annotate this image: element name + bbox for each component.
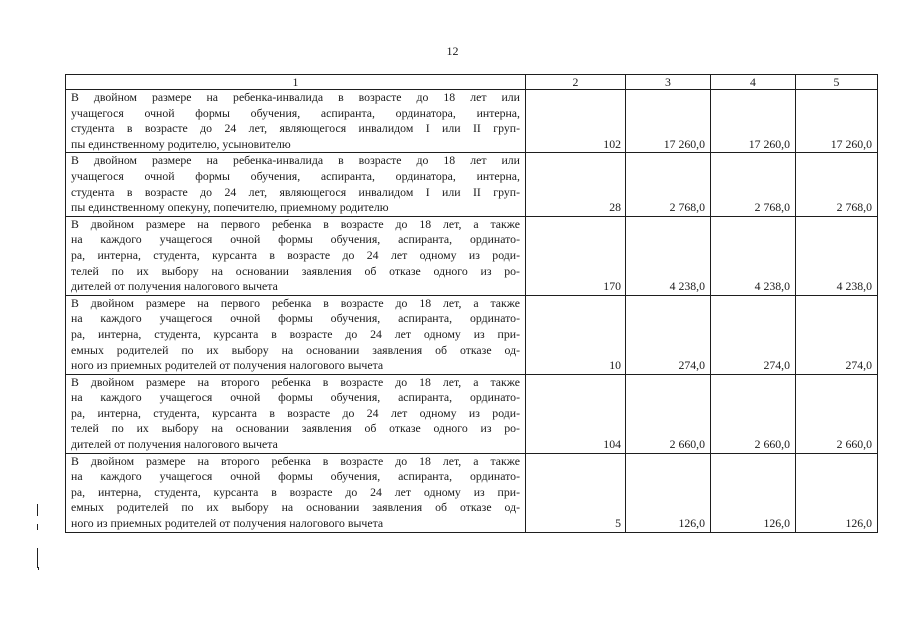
table-row	[66, 374, 878, 453]
table-row	[66, 216, 878, 295]
description-line: на каждого учащегося очной формы обучения, аспиранта, ординато-	[71, 469, 520, 484]
page-number: 12	[446, 44, 459, 58]
column-header-4: 4	[711, 75, 796, 90]
description-line: ного из приемных родителей от получения налогового вычета	[71, 516, 384, 531]
value-cell-5: 126,0	[796, 453, 878, 532]
count-cell: 102	[526, 90, 626, 153]
value-cell-4: 126,0	[711, 453, 796, 532]
description-line: ра, интерна, студента, курсанта в возрасте до 24 лет одному из при-	[71, 326, 520, 341]
count-cell: 10	[526, 295, 626, 374]
value-cell-4: 17 260,0	[711, 90, 796, 153]
table-row	[66, 453, 878, 532]
value-cell-3: 17 260,0	[626, 90, 711, 153]
value-cell-4: 274,0	[711, 295, 796, 374]
description-line: дителей от получения налогового вычета	[71, 437, 278, 452]
column-header-2: 2	[526, 75, 626, 90]
column-header-1: 1	[66, 75, 526, 90]
row-description	[66, 153, 526, 216]
row-description	[66, 90, 526, 153]
row-description	[66, 453, 526, 532]
description-line: В двойном размере на первого ребенка в возрасте до 18 лет, а также	[71, 216, 520, 231]
count-cell: 104	[526, 374, 626, 453]
deductions-table	[65, 74, 878, 533]
scan-mark	[37, 524, 38, 530]
description-line: ра, интерна, студента, курсанта в возрасте до 24 лет одному из роди-	[71, 247, 520, 262]
description-line: студента в возрасте до 24 лет, являющегося инвалидом I или II груп-	[71, 184, 520, 199]
description-line: пы единственному опекуну, попечителю, приемному родителю	[71, 200, 389, 215]
description-line: на каждого учащегося очной формы обучения, аспиранта, ординато-	[71, 311, 520, 326]
value-cell-5: 4 238,0	[796, 216, 878, 295]
value-cell-5: 17 260,0	[796, 90, 878, 153]
value-cell-4: 2 768,0	[711, 153, 796, 216]
value-cell-5: 2 768,0	[796, 153, 878, 216]
table-row	[66, 153, 878, 216]
description-line: ного из приемных родителей от получения налогового вычета	[71, 358, 384, 373]
table-row	[66, 90, 878, 153]
description-line: учащегося очной формы обучения, аспиранта, ординатора, интерна,	[71, 168, 520, 183]
description-line: студента в возрасте до 24 лет, являющегося инвалидом I или II груп-	[71, 121, 520, 136]
value-cell-3: 4 238,0	[626, 216, 711, 295]
count-cell: 170	[526, 216, 626, 295]
description-line: пы единственному родителю, усыновителю	[71, 136, 291, 151]
description-line: В двойном размере на второго ребенка в возрасте до 18 лет, а также	[71, 374, 520, 389]
scan-mark	[37, 548, 38, 568]
scan-mark	[37, 504, 38, 516]
row-description	[66, 295, 526, 374]
description-line: телей по их выбору на основании заявления об отказе одного из ро-	[71, 421, 520, 436]
table-body	[66, 75, 878, 533]
value-cell-4: 4 238,0	[711, 216, 796, 295]
description-line: ра, интерна, студента, курсанта в возрасте до 24 лет одному из роди-	[71, 405, 520, 420]
description-line: В двойном размере на ребенка-инвалида в возрасте до 18 лет или	[71, 153, 520, 168]
description-line: дителей от получения налогового вычета	[71, 279, 278, 294]
description-line: В двойном размере на первого ребенка в возрасте до 18 лет, а также	[71, 295, 520, 310]
description-line: В двойном размере на второго ребенка в возрасте до 18 лет, а также	[71, 453, 520, 468]
column-header-3: 3	[626, 75, 711, 90]
table-row	[66, 295, 878, 374]
value-cell-3: 2 768,0	[626, 153, 711, 216]
description-line: В двойном размере на ребенка-инвалида в возрасте до 18 лет или	[71, 90, 520, 104]
description-line: емных родителей по их выбору на основании заявления об отказе од-	[71, 342, 520, 357]
table-header-row	[66, 75, 878, 90]
row-description	[66, 374, 526, 453]
description-line: телей по их выбору на основании заявления об отказе одного из ро-	[71, 263, 520, 278]
description-line: на каждого учащегося очной формы обучения, аспиранта, ординато-	[71, 232, 520, 247]
value-cell-5: 2 660,0	[796, 374, 878, 453]
value-cell-3: 274,0	[626, 295, 711, 374]
column-header-5: 5	[796, 75, 878, 90]
description-line: на каждого учащегося очной формы обучения, аспиранта, ординато-	[71, 390, 520, 405]
count-cell: 28	[526, 153, 626, 216]
scan-mark	[38, 567, 39, 570]
description-line: ра, интерна, студента, курсанта в возрасте до 24 лет одному из при-	[71, 484, 520, 499]
value-cell-5: 274,0	[796, 295, 878, 374]
count-cell: 5	[526, 453, 626, 532]
description-line: емных родителей по их выбору на основании заявления об отказе од-	[71, 500, 520, 515]
value-cell-3: 126,0	[626, 453, 711, 532]
description-line: учащегося очной формы обучения, аспиранта, ординатора, интерна,	[71, 105, 520, 120]
value-cell-3: 2 660,0	[626, 374, 711, 453]
value-cell-4: 2 660,0	[711, 374, 796, 453]
row-description	[66, 216, 526, 295]
